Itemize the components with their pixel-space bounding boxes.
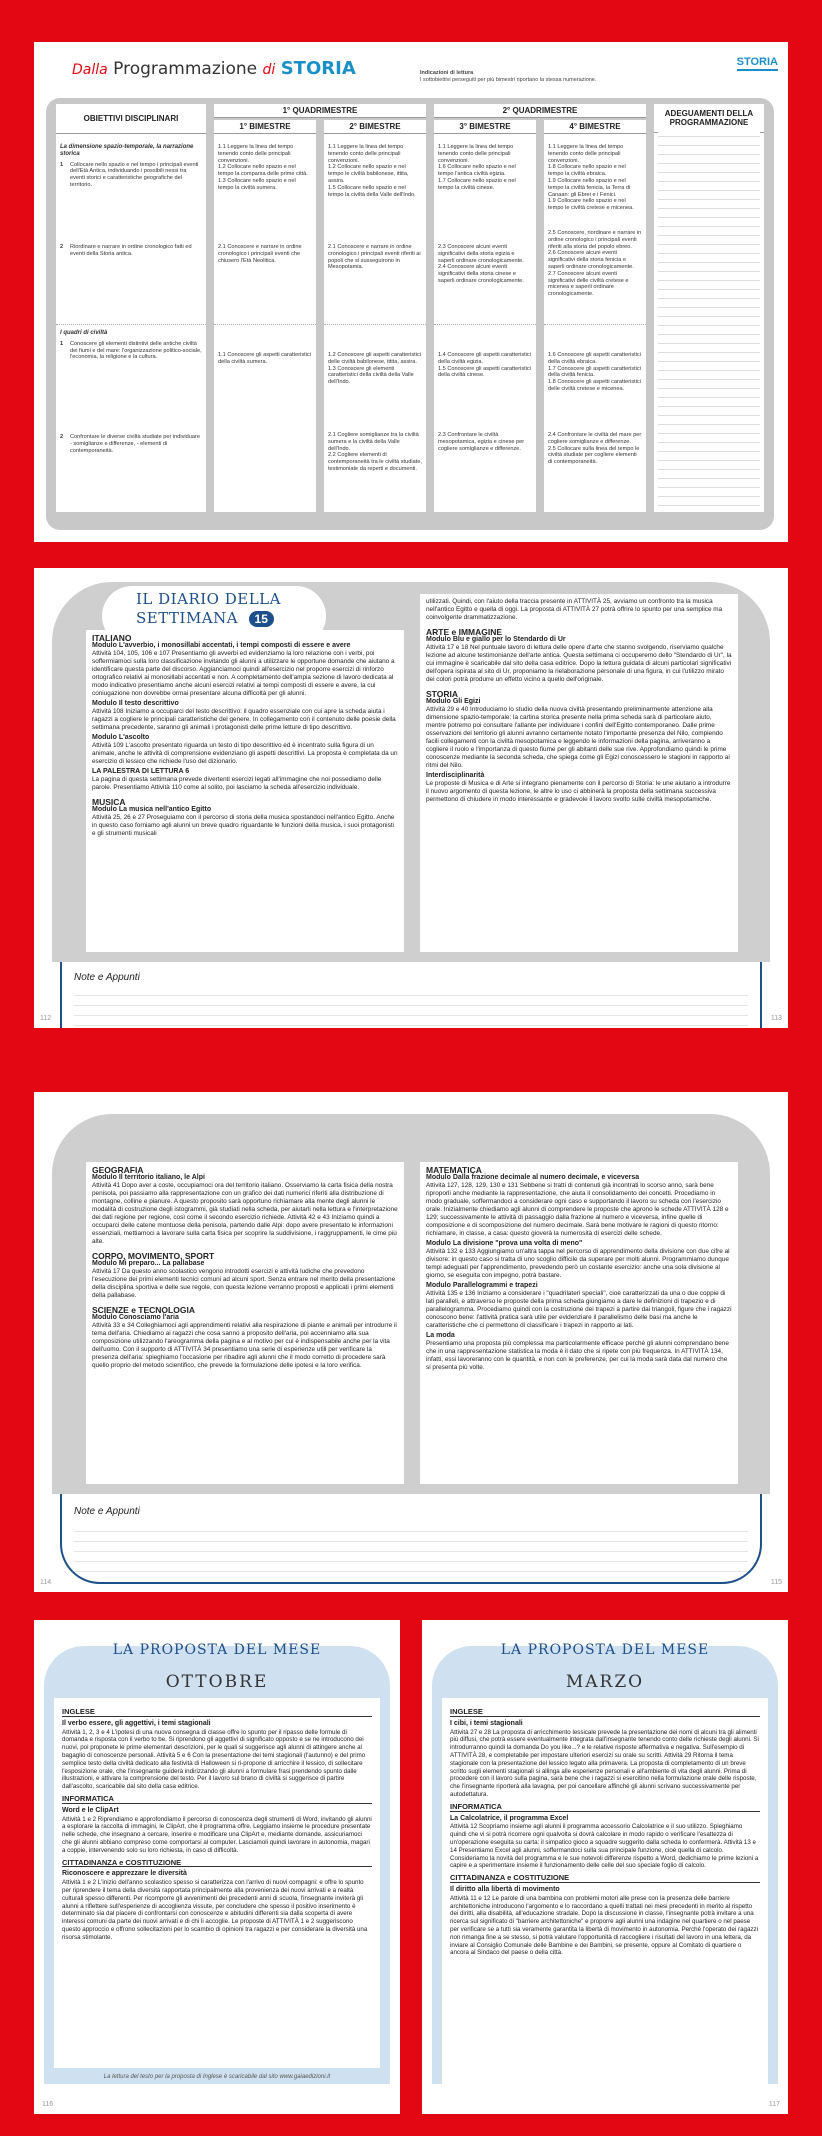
activity-text: Attività 41 Dopo aver a coste, occupiamoci ora del territorio italiano. Osserviamo la carta fisica della nostra penisola, poi passiamo alla rappresentazione con un grafico dei dati numerici riferiti alla distribuzione di montagne, colline e pianure. A questo proposito sarà opportuno richiamare alla mente degli alunni le modalità di costruzione degli istogrammi, già studiati nella scheda, per aiutarli nella lettura e l'interpretazione dei dati regione per regione, così come il secondo esercizio richiede. Attività 42 e 43 Iniziamo quindi a occuparci delle catene montuose della penisola, partendo dalle Alpi: dopo avere presentato le informazioni essenziali, mettiamoci a lavorare sulla carta fisica per scoprire la suddivisione, i raggruppamenti, le cime più alte. bbox=[92, 1182, 398, 1245]
topic-title: Il diritto alla libertà di movimento bbox=[450, 1885, 560, 1893]
subject-heading: INGLESE bbox=[450, 1708, 760, 1717]
subject-tag: STORIA bbox=[737, 56, 778, 71]
activity-text: Attività 25, 26 e 27 Proseguiamo con il percorso di storia della musica spostandoci nell'antico Egitto. Anche in questo caso forniamo agli alunni un breve quadro riguardante le funzioni della musica, i suoi protagonisti e gli strumenti musicali bbox=[92, 814, 395, 837]
activity-text: Attività 12 Scopriamo insieme agli alunni il programma accessorio Calcolatrice e il suo utilizzo. Spieghiamo quindi che vi si potrà ricorrere ogni qualvolta si dovrà calcolare in modo rapido o verificare l'esattezza di un'operazione eseguita su carta: il simpatico gioco a squadre suggerito dalla scheda lo confermerà. Attività 13 e 14 Presentiamo Excel agli alunni, soffermandoci sulla sua principale funzione, cioè quella di calcolo. Consideriamo la novità del programma e le sue notevoli differenze rispetto a Word, dedichiamo le prime lezioni a capire e a sperimentare insieme il funzionamento delle celle del suo speciale foglio di calcolo. bbox=[450, 1823, 759, 1870]
objective-number: 2 bbox=[60, 244, 64, 250]
module-title: Modulo Dalla frazione decimale al numero decimale, e viceversa bbox=[426, 1174, 640, 1181]
bimester-1-column bbox=[214, 120, 316, 512]
bimester-header: 2° BIMESTRE bbox=[324, 120, 426, 134]
proposal-title: LA PROPOSTA DEL MESE bbox=[500, 1642, 710, 1658]
section-title: La dimensione spazio-temporale, la narrazione storica bbox=[60, 144, 194, 157]
objectives-column bbox=[56, 104, 206, 512]
activity-text: Attività 17 Da questo anno scolastico vengono introdotti esercizi e attività ludiche che prevedono l'esecuzione dei primi elementi tecnici comuni ad alcuni sport. Senza entrare nel merito della presentazione della disciplina sportiva e delle sue regole, con questa lezione verranno proposti e applicati i primi elementi della pallabase. bbox=[92, 1268, 396, 1299]
module-title: Modulo Blu e giallo per lo Stendardo di Ur bbox=[426, 636, 566, 643]
module-title: Modulo La divisione "prova una volta di meno" bbox=[426, 1240, 583, 1247]
subject-heading: ARTE e IMMAGINE bbox=[426, 627, 503, 637]
activity-text: Attività 27 e 28 La proposta di arricchimento lessicale prevede la presentazione dei nomi di alcuni tra gli alimenti più diffusi, che potrà essere eventualmente integrata dall'insegnante tenendo conto delle richieste degli alunni. Si introdurranno quindi la domanda Do you like...? e le relative risposte affermativa e negativa. Sull'esempio di ATTIVITÀ 28, e completabile per impostare ulteriori esercizi su orale su scritti. Attività 29 Ritorna il tema stagionale con la presentazione del lessico legato alla primavera. La proposta di completamento di un breve scritto sugli elementi stagionali si allinga alle esperienze personali e all'ambiente di vita degli alunni. Prima di procedere con il lavoro sulla pagina, sarà bene che i ragazzi si esercitino nella formulazione orale delle risposte, che l'insegnante riporterà alla lavagna, per poi cancellare affinché gli alunni scrivano successivamente per autodettatura. bbox=[450, 1728, 759, 1798]
activity-text: Attività 109 L'ascolto presentato riguarda un testo di tipo descrittivo ed è incentrato sulla figura di un animale, anche le attività di comprensione evidenziano gli aspetti descrittivi. La proposta è completata da un esercizio di lessico che richiede l'uso del dizionario. bbox=[92, 742, 398, 765]
bimester-cell: 1.1 Leggere la linea del tempo tenendo conto delle principali convenzioni. 1.6 Collocare nello spazio e nel tempo l'antica civiltà egizia. 1.7 Collocare nello spazio e nel tempo la civiltà cinese. bbox=[438, 144, 516, 191]
bimester-cell: 2.5 Conoscere, riordinare e narrare in ordine cronologico i principali eventi riferiti alla storia del popolo ebreo. 2.6 Conoscere alcuni eventi significativi della storia fenicia e saperli ordinare cronologicamente. 2.7 Conoscere alcuni eventi significativi delle civiltà cretese e micenea e saperli ordinare cronologicamente. bbox=[548, 230, 642, 298]
row-divider bbox=[56, 324, 206, 325]
title-prefix: Dalla bbox=[72, 62, 108, 78]
activity-text: Attività 104, 105, 106 e 107 Presentiamo gli avverbi ed evidenziamo la loro relazione con i verbi, poi soffermiamoci sulla loro classificazione invitando gli alunni a utilizzare le opportune domande che aiutano a identificare questa parte del discorso. Aggianciamoci quindi all'esercizio nel proporre esercizi di rinforzo ortografico relativi ai monosillabi accentati e non. A completamento dell'ampia sezione di lavoro dedicata al modo indicativo presentiamo anche alcuni esercizi relativi ai tempi composti di essere e avere, la cui coniugazione non dovrebbe ormai presentare alcuna difficoltà per gli alunni. bbox=[92, 650, 395, 697]
bimester-cell: 1.2 Conoscere gli aspetti caratteristici delle civiltà babilonese, ittita, assira. 1.3 Conoscere gli elementi caratteristici della civiltà della Valle dell'Indo. bbox=[328, 352, 421, 386]
topic-title: Word e le ClipArt bbox=[62, 1806, 119, 1814]
page-number: 117 bbox=[768, 2101, 780, 2108]
bimester-4-column bbox=[544, 120, 646, 512]
module-title: Modulo Il testo descrittivo bbox=[92, 700, 179, 707]
row-divider bbox=[544, 324, 646, 325]
objective-number: 1 bbox=[60, 340, 64, 347]
bimester-cell: 1.1 Leggere la linea del tempo tenendo conto delle principali convenzioni. 1.2 Collocare nello spazio e nel tempo la comparsa delle prime città. 1.3 Collocare nello spazio e nel tempo la civiltà sumera. bbox=[218, 144, 308, 191]
writing-lines bbox=[658, 128, 760, 508]
bimester-cell: 2.1 Conoscere e narrare in ordine cronologico i principali eventi riferiti ai popoli che si susseguirono in Mesopotamia. bbox=[328, 244, 421, 271]
module-title: Modulo Gli Egizi bbox=[426, 698, 481, 705]
proposal-footer-note: La lettura del testo per la proposta di Inglese è scaricabile dal sito www.gaiaedizioni.it bbox=[103, 2074, 331, 2080]
activity-text: Attività 17 e 18 Nel puntuale lavoro di lettura delle opere d'arte che stanno svolgendo, riserviamo qualche lezione ad alcune testimonianze dell'arte antica. Questa settimana ci occuperemo dello "Stendardo di Ur", la cui immagine è scaricabile dal sito della casa editrice. Dopo la lettura guidata di alcuni particolari significativi dell'opera ispirata al sito di Ur, proponiamo la rielaborazione personale di una figura, in cui l'utilizzo mirato dei colori potrà produrre un effetto vicino a quello dell'originale. bbox=[426, 644, 732, 683]
bimester-cell: 1.1 Leggere la linea del tempo tenendo conto delle principali convenzioni. 1.2 Collocare nello spazio e nel tempo le civiltà babilonese, ittita, assira. 1.5 Collocare nello spazio e nel tempo la civiltà della Valle dell'Indo. bbox=[328, 144, 416, 198]
topic-title: La Calcolatrice, il programma Excel bbox=[450, 1814, 569, 1822]
objectives-block-2 bbox=[60, 244, 202, 259]
notes-lines[interactable] bbox=[74, 986, 748, 1028]
bimester-header: 3° BIMESTRE bbox=[434, 120, 536, 134]
module-title: Interdisciplinarità bbox=[426, 772, 485, 779]
module-title: Modulo Mi preparo... La pallabase bbox=[92, 1260, 205, 1267]
activity-text: Attività 29 e 40 Introduciamo lo studio della nuova civiltà presentando preliminarmente attenzione alla dimensione spazio-temporale: la cartina storica presente nella prima scheda sarà di particolare aiuto, mentre potremo poi consultare l'atlante per individuare i confini dell'Egitto contemporaneo. Dalle prime osservazioni del territorio gli alunni avranno certamente notato l'importante presenza del Nilo, compiendo facili collegamenti con la civiltà mesopotamica e leggendo le informazioni della pagina, arriveranno a cogliere il ruolo e l'importanza di questo fiume per gli abitanti delle sue rive. Approfondiamo quindi le prime conoscenze mediante la seconda scheda, che spiega come gli Egizi conoscessero le stagioni in rapporto ai ritmi del Nilo. bbox=[426, 706, 730, 769]
subject-heading: CITTADINANZA e COSTITUZIONE bbox=[62, 1859, 372, 1868]
proposal-body bbox=[54, 1698, 380, 2068]
reading-legend bbox=[420, 70, 596, 84]
row-divider bbox=[214, 324, 316, 325]
subject-heading: ITALIANO bbox=[92, 633, 132, 643]
monthly-proposal-march bbox=[422, 1620, 788, 2114]
diary-title: IL DIARIO DELLA SETTIMANA bbox=[136, 590, 281, 627]
month-label: MARZO bbox=[565, 1672, 645, 1692]
monthly-proposal-october bbox=[34, 1620, 400, 2114]
legend-text: I sottobiettivi perseguiti per più bimestri riportano la stessa numerazione. bbox=[420, 77, 597, 83]
bimester-cell: 2.3 Conoscere alcuni eventi significativi della storia egizia e saperli ordinare cronologicamente. 2.4 Conoscere alcuni eventi significativi della storia cinese e saperli ordinare cronologicamente. bbox=[438, 244, 524, 284]
activity-text: Attività 33 e 34 Colleghiamoci agli apprendimenti relativi alla respirazione di piante e animali per introdurre il tema dell'aria. Chiediamo ai ragazzi che cosa sanno a proposito dell'aria, poi accenniamo alla sua composizione utilizzando l'areogramma della pagina e al motivo per cui è indispensabile anche per la vita dell'uomo. Con il supporto di ATTIVITÀ 34 presentiamo una serie di esperienze utili per verificare la presenza dell'aria: spieghiamo l'occasione per ribadire agli alunni che il modo corretto di procedere sarà quello proprio del metodo scientifico, che prevede la formulazione delle ipotesi e la loro verifica. bbox=[92, 1322, 397, 1369]
activity-text: Attività 1 e 2 L'inizio dell'anno scolastico spesso si caratterizza con l'arrivo di nuovi compagni: e offre lo spunto per riprendere il tema della diversità rapportata principalmente alla provenienza dei nuovi arrivati e a realtà culturali spesso differenti. Per ricomporre gli avvenimenti dei precedenti anni di scuola, l'insegnante inviterà gli alunni a riflettere sull'esperienze di accoglienza vissute, per concludere che spesso il positivo inserimento è determinato sia dal piacere di confrontarsi con conoscenze e abitudini differenti sia dalla scoperta di avere interessi comuni da parte dei nuovi arrivati e di chi li accoglie. Le proposte di ATTIVITÀ 1 e 2 suggeriscono questo approccio e offrono sollecitazioni per lo scambio di opinioni tra ragazzi e per considerare la diversità una risorsa stimolante. bbox=[62, 1879, 368, 1941]
bimester-cell: 1.4 Conoscere gli aspetti caratteristici della civiltà egizia. 1.5 Conoscere gli aspetti caratteristici della civiltà cinese. bbox=[438, 352, 531, 379]
topic-title: I cibi, i temi stagionali bbox=[450, 1719, 523, 1727]
objectives-block-1 bbox=[60, 144, 202, 190]
proposal-title: LA PROPOSTA DEL MESE bbox=[112, 1642, 322, 1658]
page-number-right: 113 bbox=[770, 1015, 782, 1022]
bimester-2-column bbox=[324, 120, 426, 512]
diary-left-column bbox=[86, 630, 404, 952]
title-mid: Programmazione bbox=[113, 59, 258, 79]
row-divider bbox=[324, 324, 426, 325]
week-number-badge: 15 bbox=[249, 611, 274, 627]
title-di: di bbox=[262, 62, 276, 78]
bimester-cell: 2.3 Confrontare le civiltà mesopotamica, egizia e cinese per cogliere somiglianze e differenze. bbox=[438, 432, 525, 452]
activity-text: Attività 135 e 136 Iniziamo a considerare i "quadrilateri speciali", cioè caratterizzati da una o due coppie di lati paralleli, e attraverso le proposte della prima scheda giungiamo a dare le definizioni di trapezio e di parallelogramma. Procediamo quindi con la costruzione dei trapezi a partire dai triangoli, figure che i ragazzi conoscono bene: l'attività pratica sarà utile per evidenziare il parallelismo delle basi ma anche le caratteristiche che ci permettono di classificare i trapezi in rapporto ai lati. bbox=[426, 1290, 732, 1329]
bimester-3-column bbox=[434, 120, 536, 512]
diary-right-column bbox=[420, 1162, 738, 1484]
subject-heading: CITTADINANZA e COSTITUZIONE bbox=[450, 1874, 760, 1883]
activity-text: Attività 11 e 12 Le parole di una bambina con problemi motori alle prese con la presenza delle barriere architettoniche introducono l'argomento e lo raccordano a quelli trattati nei mesi precedenti in merito al rispetto dei diritti, alla disabilità, all'educazione stradale. Dopo la discussione in classe, l'insegnante potrà invitare a una ricerca sul significato di "barriere architettoniche" e proporre agli alunni una indagine nel quartiere o nel paese per verificare se a tutti sia veramente garantita la libertà di movimento in autonomia. Perché l'operato dei ragazzi non rimanga fine a se stesso, si potrà valutare l'opportunità di raccogliere i risultati del lavoro in una lettera, da inviare al Consiglio Comunale delle Bambine e dei Bambini, se presente, oppure al Comitato di quartiere o ancora al Sindaco del paese o della città. bbox=[450, 1894, 758, 1957]
quarter-2-header bbox=[434, 104, 646, 118]
module-title: Modulo Il territorio italiano, le Alpi bbox=[92, 1174, 205, 1181]
activity-text: Attività 127, 128, 129, 130 e 131 Sebbene si tratti di contenuti già incontrati lo scorso anno, sarà bene riproporli anche mediante la rappresentazione, che aiuta il consolidamento dei concetti. Procediamo in modo graduale, soffermandoci a considerare ogni caso e supportando il lavoro su scheda con l'esercizio orale. Inizialmente chiediamo agli alunni di comprendere le proposte che aprono le schede ATTIVITÀ 128 e 129; successivamente le attività di passaggio dalla frazione al numero e viceversa, infine quelle di composizione e di scomposizione del numero decimale. Sarà bene motivare le ragioni di questo ritorno: richiamare, in classe, a casa: questo gioverà la numerosità di esercizi delle schede. bbox=[426, 1182, 729, 1237]
subject-heading: CORPO, MOVIMENTO, SPORT bbox=[92, 1251, 215, 1261]
objectives-header: OBIETTIVI DISCIPLINARI bbox=[56, 104, 206, 134]
page-number-right: 115 bbox=[770, 1579, 782, 1586]
module-title: Modulo Parallelogrammi e trapezi bbox=[426, 1282, 538, 1289]
topic-title: Il verbo essere, gli aggettivi, i temi stagionali bbox=[62, 1719, 211, 1727]
activity-text: La pagina di questa settimana prevede divertenti esercizi legati all'immagine che noi possediamo delle parole. Presentiamo Attività 110 come al solito, poi lasciamo la scheda all'esercizio individuale. bbox=[92, 776, 382, 791]
activity-text: utilizzati. Quindi, con l'aiuto della traccia presente in ATTIVITÀ 25, avviamo un confronto tra la musica nell'antico Egitto e quella di oggi. La proposta di ATTIVITÀ 27 potrà offrire lo spunto per una semplice ma coinvolgente drammatizzazione. bbox=[426, 598, 723, 621]
page-title bbox=[72, 58, 356, 79]
objective-text: Riordinare e narrare in ordine cronologico fatti ed eventi della Storia antica. bbox=[70, 244, 192, 257]
bimester-cell: 2.1 Conoscere e narrare in ordine cronologico i principali eventi che chiusero l'Età Neolitica. bbox=[218, 244, 302, 264]
activity-text: Attività 1, 2, 3 e 4 L'ipotesi di una nuova consegna di classe offre lo spunto per il ripasso delle formule di domanda e risposta con il verbo to be. Si riprendono gli aggettivi di significato opposto e se ne introducono dei nuovi, poi proponete le prime elementari descrizioni, per le quali si suggerisce agli alunni di attingere anche al bagaglio di conoscenze personali. Attività 5 e 6 Con la presentazione dei temi stagionali (l'autunno) e del primo semplice testo della civiltà dedicato alla festività di Halloween si ri-propone di arricchire il lessico, di sollecitare l'esposizione orale, che l'insegnante guiderà indirizzando gli alunni a formulare frasi prendendo spunto dalle illustrazioni, e attivare la comprensione del testo. Per il lavoro sul brano di civiltà si suggerisce di partire dall'ascolto, scaricabile dal sito della casa editrice. bbox=[62, 1728, 366, 1791]
subject-heading: MATEMATICA bbox=[426, 1165, 482, 1175]
adaptations-column bbox=[654, 104, 764, 512]
title-subject: STORIA bbox=[280, 58, 356, 79]
quarter-1-header bbox=[214, 104, 426, 118]
module-title: Modulo L'avverbio, i monosillabi accentati, i tempi composti di essere e avere bbox=[92, 642, 351, 649]
subject-heading: MUSICA bbox=[92, 797, 126, 807]
activity-text: Presentiamo una proposta più complessa ma particolarmente efficace perché gli alunni comprendano bene che in una rappresentazione statistica la moda è il dato che si ripete con più frequenza. In ATTIVITÀ 134, infatti, essi lavoreranno con le quantità, e non con le preferenze, per cui la moda sarà data dal numero che si presenta più volte. bbox=[426, 1340, 729, 1371]
module-title: La moda bbox=[426, 1332, 455, 1339]
bimester-cell: 1.1 Leggere la linea del tempo tenendo conto delle principali convenzioni. 1.8 Collocare nello spazio e nel tempo la civiltà ebraica. 1.9 Collocare nello spazio e nel tempo la civiltà fenicia, la Terra di Canaan: gli Ebrei e i Fenici. 1.9 Collocare nello spazio e nel tempo le civiltà cretese e micenea. bbox=[548, 144, 634, 212]
bimester-header: 4° BIMESTRE bbox=[544, 120, 646, 134]
page-number: 116 bbox=[42, 2101, 54, 2108]
bimester-header: 1° BIMESTRE bbox=[214, 120, 316, 134]
month-label: OTTOBRE bbox=[165, 1672, 269, 1692]
subject-heading: SCIENZE e TECNOLOGIA bbox=[92, 1305, 195, 1315]
subject-heading: INFORMATICA bbox=[450, 1803, 760, 1812]
subject-heading: INGLESE bbox=[62, 1708, 372, 1717]
module-title: LA PALESTRA DI LETTURA 6 bbox=[92, 768, 190, 775]
notes-label: Note e Appunti bbox=[74, 1506, 140, 1517]
objectives-block-4 bbox=[60, 434, 202, 455]
objective-text: Collocare nello spazio e nel tempo i principali eventi dell'Età Antica, individuando i possibili nessi tra eventi storici e caratteristiche geografiche del territorio. bbox=[70, 161, 199, 188]
diary-page-2 bbox=[34, 1092, 788, 1592]
objective-number: 1 bbox=[60, 161, 64, 168]
activity-text: Le proposte di Musica e di Arte si integrano pienamente con il percorso di Storia: le une aiutano a introdurre il nuovo argomento di questa lezione, le altre lo uso ci abbinerà la proposta della settimana successiva permettono di chiudere in modo interessante e gradevole il lavoro svolto sulle civiltà mesopotamiche. bbox=[426, 780, 731, 803]
proposal-body bbox=[442, 1698, 768, 2084]
activity-text: Attività 1 e 2 Riprendiamo e approfondiamo il percorso di conoscenza degli strumenti di Word, invitando gli alunni a esplorare la raccolta di immagini, le ClipArt, che il programma offre. Leggiamo insieme le procedure presentate nelle schede, che insegnano a cercare, inserire e modificare una ClipArt e, mediante domande, assicuriamoci che gli alunni abbiano compreso come comportarsi al computer. Lasciamoli quindi lavorare in autonomia, magari a coppie, intervenendo solo su loro richiesta, in caso di difficoltà. bbox=[62, 1815, 372, 1854]
subject-heading: GEOGRAFIA bbox=[92, 1165, 144, 1175]
subject-heading: STORIA bbox=[426, 689, 458, 699]
diary-page-1 bbox=[34, 568, 788, 1028]
bimester-cell: 2.4 Confrontare le civiltà del mare per cogliere somiglianze e differenze. 2.5 Collocare sulla linea del tempo le civiltà studiate per cogliere elementi di contemporaneità. bbox=[548, 432, 642, 466]
notes-lines[interactable] bbox=[74, 1522, 748, 1572]
subject-heading: INFORMATICA bbox=[62, 1795, 372, 1804]
diary-right-column bbox=[420, 594, 738, 952]
row-divider bbox=[434, 324, 536, 325]
activity-text: Attività 108 Iniziamo a occuparci del testo descrittivo: il quadro essenziale con cui apre la scheda aiuta i ragazzi a cogliere le principali caratteristiche del genere. In collegamento con il contenuto delle poesie della settimana precedente, saranno gli animali i protagonisti delle prime letture di tipo descrittivo. bbox=[92, 708, 396, 731]
section-title: I quadri di civiltà bbox=[60, 330, 108, 336]
quarter-label: 1° QUADRIMESTRE bbox=[214, 104, 426, 118]
module-title: Modulo La musica nell'antico Egitto bbox=[92, 806, 212, 813]
bimester-cell: 1.6 Conoscere gli aspetti caratteristici della civiltà ebraica. 1.7 Conoscere gli aspetti caratteristici della civiltà fenicia. 1.8 Conoscere gli aspetti caratteristici delle civiltà cretese e micenea. bbox=[548, 352, 641, 392]
activity-text: Attività 132 e 133 Aggiungiamo un'altra tappa nel percorso di apprendimento della divisione con due cifre al divisore: in questo caso si tratta di uno scoglio difficile da superare per molti alunni. Programmiamo dunque tempi adeguati per l'apprendimento, prevedendo però un costante esercizio: anche una sola divisione al giorno, se eseguita con impegno, potrà bastare. bbox=[426, 1248, 730, 1279]
module-title: Modulo L'ascolto bbox=[92, 734, 150, 741]
page-number-left: 112 bbox=[40, 1015, 52, 1022]
objective-text: Confrontare le diverse civiltà studiate per individuare - somiglianze e differenze, - elementi di contemporaneità. bbox=[70, 434, 200, 454]
module-title: Modulo Conosciamo l'aria bbox=[92, 1314, 179, 1321]
diary-left-column bbox=[86, 1162, 404, 1484]
programmazione-page bbox=[34, 42, 788, 542]
objective-text: Conoscere gli elementi distintivi delle antiche civiltà dei fiumi e del mare: l'organizzazione politico-sociale, l'economia, la religione e la cultura. bbox=[70, 340, 202, 361]
bimester-cell: 1.1 Conoscere gli aspetti caratteristici della civiltà sumera. bbox=[218, 352, 311, 365]
quarter-label: 2° QUADRIMESTRE bbox=[434, 104, 646, 118]
notes-label: Note e Appunti bbox=[74, 972, 140, 983]
legend-title: Indicazioni di lettura bbox=[420, 70, 474, 76]
topic-title: Riconoscere e apprezzare le diversità bbox=[62, 1870, 187, 1878]
adaptations-header: ADEGUAMENTI DELLA PROGRAMMAZIONE bbox=[654, 104, 764, 133]
bimester-cell: 2.1 Cogliere somiglianze tra la civiltà sumera e la civiltà della Valle dell'Indo. 2.2 Cogliere elementi di contemporaneità tra le civiltà studiate, testimoniate da reperti e documenti. bbox=[328, 432, 422, 472]
objective-number: 2 bbox=[60, 434, 64, 440]
page-number-left: 114 bbox=[40, 1579, 52, 1586]
objectives-block-3 bbox=[60, 330, 202, 362]
